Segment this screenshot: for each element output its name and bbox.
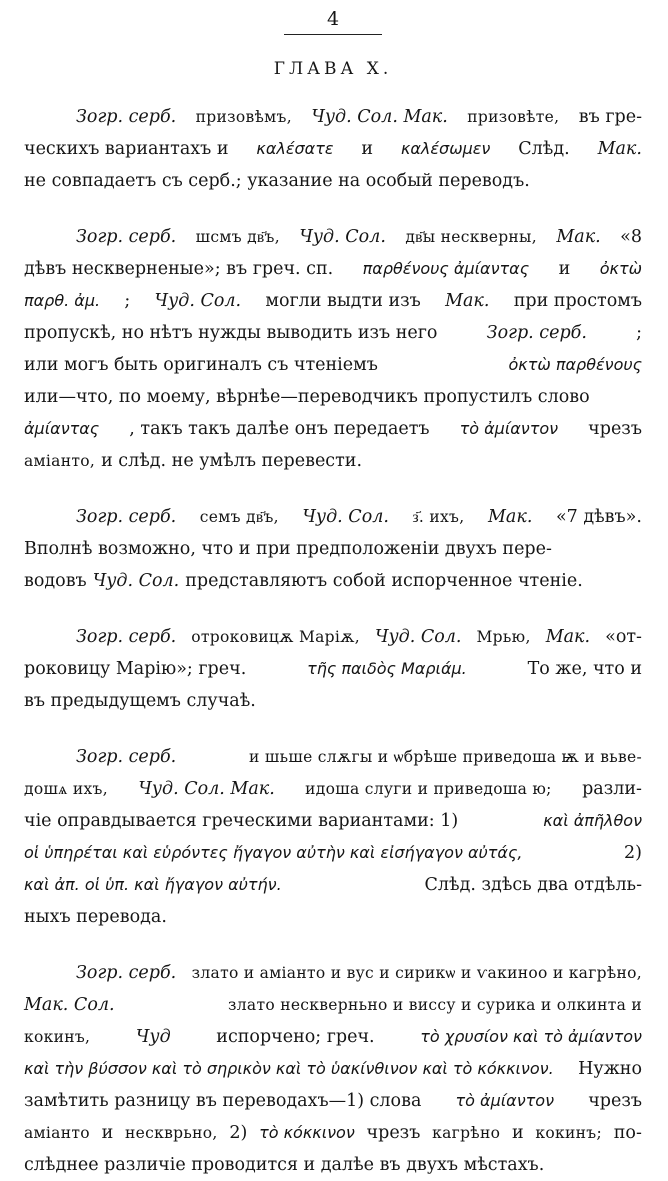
- text-segment: водовъ: [24, 571, 87, 591]
- greek-text: καλέσατε: [256, 139, 334, 158]
- text-segment: Слѣд. здѣсь два отдѣль-: [424, 875, 642, 895]
- text-segment: Вполнѣ возможно, что и при предположенiи двухъ пере-: [24, 539, 552, 559]
- slavonic-text: злато и аміанто и вус и сирикѡ и ѵакиноо и кагрѣно,: [191, 964, 642, 982]
- greek-text: τὸ ἀμίαντον: [459, 419, 559, 438]
- source-siglum: Зогр. серб.: [76, 747, 177, 767]
- source-siglum: Чуд. Сол.: [154, 291, 242, 311]
- text-line: [24, 957, 642, 989]
- text-line: [24, 381, 642, 413]
- slavonic-text: семъ дв҃ъ,: [199, 508, 279, 526]
- text-segment: и слѣд. не умѣлъ перевести.: [101, 451, 363, 471]
- text-segment: и: [101, 1123, 114, 1143]
- text-segment: или—что, по моему, вѣрнѣе—переводчикъ пропустилъ слово: [24, 387, 590, 407]
- slavonic-text: кокинъ,: [24, 1028, 91, 1046]
- paragraph: [24, 957, 642, 1181]
- text-segment: , такъ такъ далѣе онъ передаетъ: [129, 419, 430, 439]
- text-segment: замѣтить разницу въ переводахъ—1) слова: [24, 1091, 422, 1111]
- slavonic-text: кагрѣно: [432, 1124, 501, 1142]
- greek-text: καὶ ἀπ. οἱ ὑπ. καὶ ἤγαγον αὐτήν.: [24, 875, 282, 894]
- text-segment: «от-: [605, 627, 642, 647]
- text-line: [24, 317, 642, 349]
- paragraph: [24, 501, 642, 597]
- text-segment: «7 дѣвъ».: [555, 507, 642, 527]
- text-line: [24, 221, 642, 253]
- text-line: [24, 653, 642, 685]
- text-line: [24, 165, 642, 197]
- text-segment: ческихъ вариантахъ и: [24, 139, 229, 159]
- text-segment: ныхъ перевода.: [24, 907, 167, 927]
- text-segment: при простомъ: [513, 291, 642, 311]
- source-siglum: Мак.: [445, 291, 490, 311]
- text-line: [24, 837, 642, 869]
- text-segment: представляютъ собой испорченное чтенiе.: [185, 571, 583, 591]
- chapter-text: [24, 101, 642, 1181]
- text-segment: чрезъ: [588, 419, 642, 439]
- source-siglum: Чуд. Сол. Мак.: [138, 779, 275, 799]
- text-segment: чiе оправдывается греческими вариантами: 1): [24, 811, 459, 831]
- text-line: [24, 1053, 642, 1085]
- text-line: [24, 445, 642, 477]
- text-line: [24, 805, 642, 837]
- greek-text: ὀκτὼ: [599, 259, 642, 278]
- slavonic-text: аміанто,: [24, 452, 96, 470]
- text-segment: дѣвъ нескверненые»; въ греч. сп.: [24, 259, 334, 279]
- source-siglum: Мак.: [597, 139, 642, 159]
- text-line: [24, 685, 642, 717]
- text-segment: по-: [613, 1123, 642, 1143]
- text-line: [24, 1085, 642, 1117]
- page-number: 4: [326, 8, 340, 30]
- text-line: [24, 133, 642, 165]
- slavonic-text: призовѣте,: [467, 108, 560, 126]
- text-segment: роковицу Марiю»; греч.: [24, 659, 247, 679]
- text-line: [24, 741, 642, 773]
- text-line: [24, 773, 642, 805]
- slavonic-text: кокинъ;: [535, 1124, 602, 1142]
- text-segment: не совпадаетъ съ серб.; указание на особый переводъ.: [24, 171, 530, 191]
- greek-text: τὸ χρυσίον καὶ τὸ ἀμίαντον: [420, 1027, 642, 1046]
- greek-text: καλέσωμεν: [400, 139, 491, 158]
- text-segment: ;: [636, 323, 642, 343]
- slavonic-text: аміанто: [24, 1124, 90, 1142]
- greek-text: τῆς παιδὸς Μαριάμ.: [307, 659, 467, 678]
- greek-text: τὸ ἀμίαντον: [455, 1091, 555, 1110]
- text-line: [24, 349, 642, 381]
- source-siglum: Чуд. Сол.: [302, 507, 389, 527]
- source-siglum: Зогр. серб.: [76, 227, 177, 247]
- source-siglum: Мак.: [488, 507, 533, 527]
- text-segment: 2): [229, 1123, 248, 1143]
- text-segment: 2): [624, 843, 642, 863]
- text-line: [24, 501, 642, 533]
- text-segment: и: [361, 139, 374, 159]
- slavonic-text: дошѧ ихъ,: [24, 780, 108, 798]
- slavonic-text: нескврьно,: [125, 1124, 218, 1142]
- text-segment: «8: [620, 227, 642, 247]
- source-siglum: Чуд. Сол.: [92, 571, 180, 591]
- greek-text: οἱ ὑπηρέται καὶ εὑρόντες ἤγαγον αὐτὴν καὶ εἰσήγαγον αὐτάς,: [24, 843, 523, 862]
- text-segment: или могъ быть оригиналъ съ чтенiемъ: [24, 355, 378, 375]
- text-segment: и: [558, 259, 571, 279]
- text-segment: чрезъ: [366, 1123, 421, 1143]
- text-line: [24, 901, 642, 933]
- text-segment: и: [511, 1123, 524, 1143]
- source-siglum: Зогр. серб.: [76, 507, 177, 527]
- greek-text: παρθ. ἀμ.: [24, 291, 101, 310]
- slavonic-text: идоша слуги и приведоша ю;: [305, 780, 552, 798]
- greek-text: τὸ κόκκινον: [259, 1123, 355, 1142]
- text-line: [24, 253, 642, 285]
- source-siglum: Зогр. серб.: [76, 107, 177, 127]
- text-line: [24, 285, 642, 317]
- slavonic-text: отроковицѫ Маріѫ,: [191, 628, 360, 646]
- text-segment: испорчено; греч.: [216, 1027, 375, 1047]
- chapter-title: ГЛАВА X.: [273, 59, 393, 79]
- source-siglum: Чуд. Сол.: [299, 227, 386, 247]
- text-segment: въ гре-: [578, 107, 642, 127]
- text-line: [24, 565, 642, 597]
- text-segment: чрезъ: [588, 1091, 642, 1111]
- source-siglum: Чуд. Сол.: [374, 627, 462, 647]
- greek-text: ἀμίαντας: [24, 419, 100, 438]
- text-line: [24, 621, 642, 653]
- text-segment: То же, что и: [527, 659, 642, 679]
- header-rule: [284, 34, 382, 35]
- source-siglum: Мак.: [545, 627, 591, 647]
- paragraph: [24, 221, 642, 477]
- slavonic-text: призовѣмъ,: [195, 108, 292, 126]
- greek-text: παρθένους ἀμίαντας: [362, 259, 530, 278]
- slavonic-text: шсмъ дв҃ъ,: [195, 228, 280, 246]
- greek-text: καὶ τὴν βύσσον καὶ τὸ σηρικὸν καὶ τὸ ὑακίνθινον καὶ τὸ κόκκινον.: [24, 1059, 554, 1078]
- text-line: [24, 1021, 642, 1053]
- slavonic-text: и шьше слѫгы и ѡбрѣше приведоша ѭ и вьве-: [249, 748, 642, 766]
- text-line: [24, 1117, 642, 1149]
- greek-text: ὀκτὼ παρθένους: [508, 355, 642, 374]
- slavonic-text: з҃. ихъ,: [412, 508, 465, 526]
- text-line: [24, 1149, 642, 1181]
- text-segment: могли выдти изъ: [265, 291, 421, 311]
- slavonic-text: злато нескверньно и виссу и сурика и олкинта и: [228, 996, 642, 1014]
- paragraph: [24, 741, 642, 933]
- text-line: [24, 533, 642, 565]
- source-siglum: Зогр. серб.: [76, 627, 177, 647]
- text-segment: разли-: [582, 779, 642, 799]
- text-line: [24, 101, 642, 133]
- paragraph: [24, 621, 642, 717]
- slavonic-text: Мрью,: [476, 628, 531, 646]
- text-segment: слѣднее различiе проводится и далѣе въ двухъ мѣстахъ.: [24, 1155, 545, 1175]
- text-segment: Нужно: [578, 1059, 642, 1079]
- source-siglum: Зогр. серб.: [76, 963, 177, 983]
- source-siglum: Чуд: [135, 1027, 171, 1047]
- text-segment: Слѣд.: [518, 139, 570, 159]
- source-siglum: Мак. Сол.: [24, 995, 115, 1015]
- text-segment: въ предыдущемъ случаѣ.: [24, 691, 256, 711]
- text-line: [24, 413, 642, 445]
- text-line: [24, 869, 642, 901]
- source-siglum: Чуд. Сол. Мак.: [311, 107, 448, 127]
- text-segment: пропускѣ, но нѣтъ нужды выводить изъ него: [24, 323, 438, 343]
- slavonic-text: дв҃ы нескверны,: [405, 228, 537, 246]
- greek-text: καὶ ἀπῆλθον: [543, 811, 642, 830]
- text-segment: ;: [124, 291, 131, 311]
- source-siglum: Зогр. серб.: [486, 323, 587, 343]
- source-siglum: Мак.: [556, 227, 601, 247]
- text-line: [24, 989, 642, 1021]
- paragraph: [24, 101, 642, 197]
